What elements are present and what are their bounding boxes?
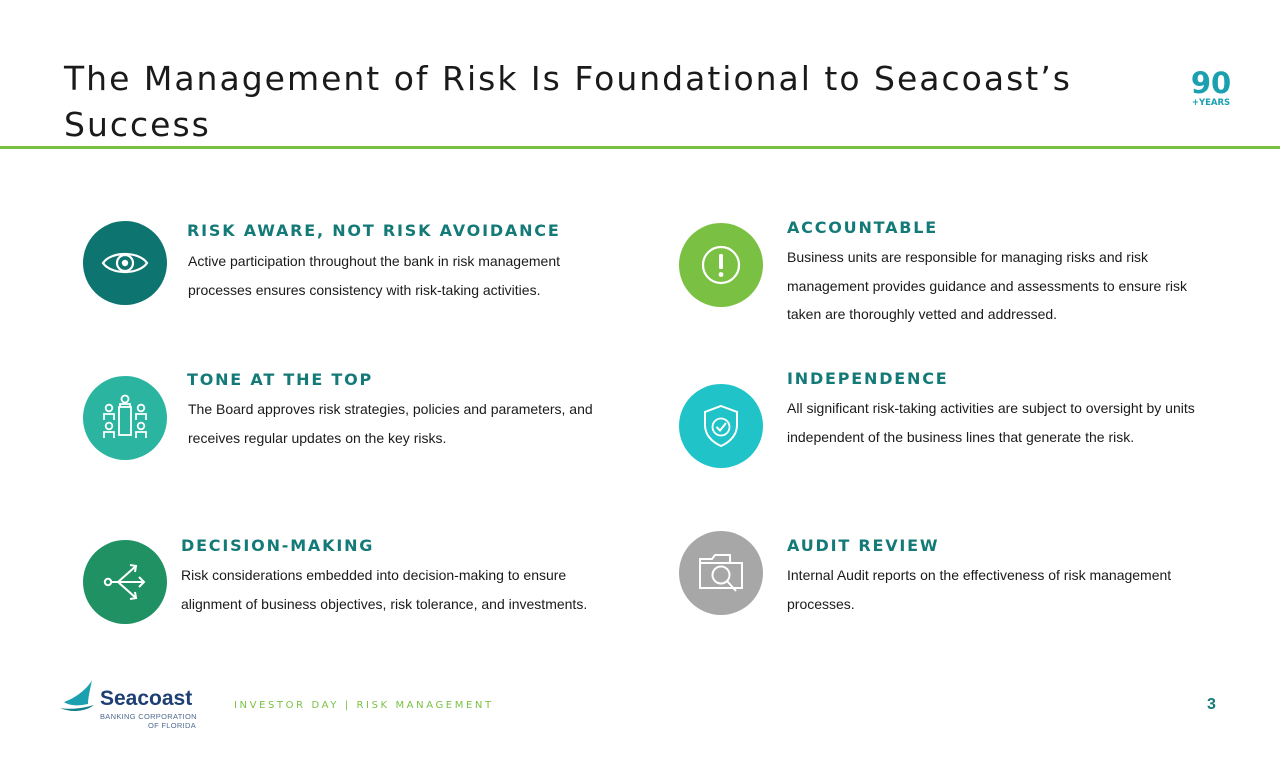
text-audit-review: Internal Audit reports on the effectiveness of risk management processes.	[787, 567, 1172, 612]
heading-accountable: ACCOUNTABLE	[787, 218, 939, 237]
svg-text:Seacoast: Seacoast	[100, 687, 193, 710]
text-risk-aware: Active participation throughout the bank in risk management processes ensures consistency with risk-taking activities.	[188, 253, 560, 298]
boardroom-icon-circle	[83, 376, 167, 460]
seacoast-logo	[48, 672, 208, 738]
eye-icon-circle	[83, 221, 167, 305]
heading-independence: INDEPENDENCE	[787, 369, 949, 388]
heading-audit-review: AUDIT REVIEW	[787, 536, 940, 555]
heading-risk-aware: RISK AWARE, NOT RISK AVOIDANCE	[187, 221, 561, 240]
split-arrows-icon	[100, 557, 150, 607]
text-tone-at-top: The Board approves risk strategies, policies and parameters, and receives regular updates on the key risks.	[188, 401, 593, 446]
shield-check-icon-circle	[679, 384, 763, 468]
page-number: 3	[1207, 696, 1216, 713]
exclamation-icon-circle	[679, 223, 763, 307]
svg-text:90: 90	[1190, 66, 1232, 100]
svg-text:BANKING CORPORATION: BANKING CORPORATION	[100, 712, 197, 721]
eye-icon	[100, 238, 150, 288]
header-divider	[0, 146, 1280, 149]
text-accountable: Business units are responsible for managing risks and risk management provides guidance and assessments to ensure risk taken are thoroughly vetted and addressed.	[787, 249, 1187, 322]
exclamation-icon	[699, 243, 743, 287]
text-independence: All significant risk-taking activities are subject to oversight by units independent of the business lines that generate the risk.	[787, 400, 1195, 445]
heading-decision-making: DECISION-MAKING	[181, 536, 375, 555]
svg-text:+YEARS: +YEARS	[1191, 98, 1231, 108]
text-decision-making: Risk considerations embedded into decision-making to ensure alignment of business objectives, risk tolerance, and investments.	[181, 567, 588, 612]
split-arrows-icon-circle	[83, 540, 167, 624]
svg-text:OF FLORIDA: OF FLORIDA	[148, 721, 197, 730]
folder-search-icon-circle	[679, 531, 763, 615]
heading-tone-at-top: TONE AT THE TOP	[187, 370, 374, 389]
boardroom-icon	[98, 391, 152, 445]
folder-search-icon	[694, 546, 748, 600]
ninety-years-badge	[1186, 64, 1236, 108]
footer-label: INVESTOR DAY | RISK MANAGEMENT	[234, 700, 494, 711]
shield-check-icon	[696, 401, 746, 451]
page-title: The Management of Risk Is Foundational to Seacoast’s Success	[64, 59, 1072, 144]
